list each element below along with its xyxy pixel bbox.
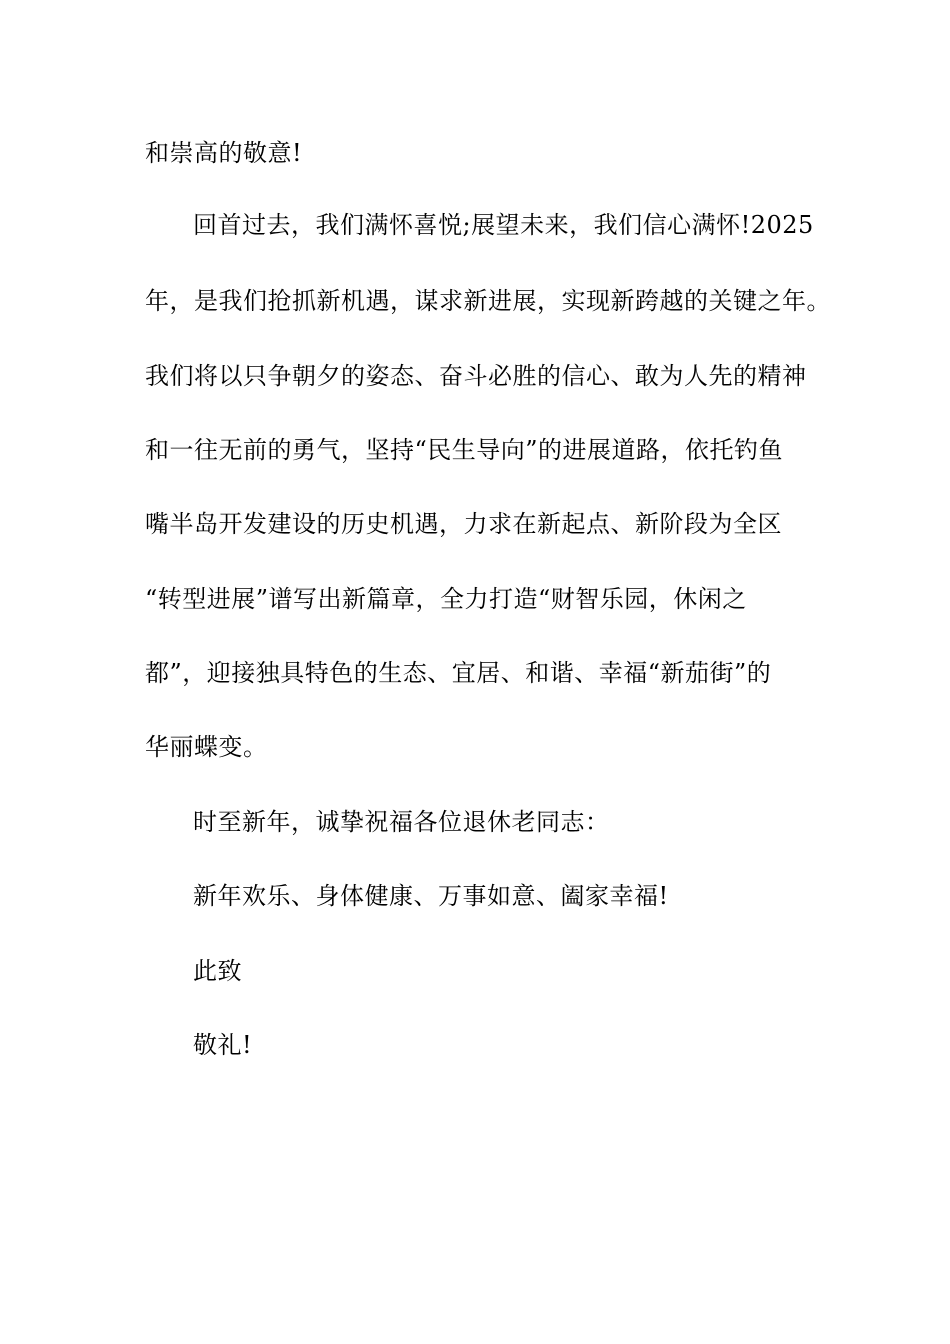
text-line-6: 嘴半岛开发建设的历史机遇，力求在新起点、新阶段为全区: [145, 510, 782, 538]
text-line-7: “转型进展”谱写出新篇章，全力打造“财智乐园，休闲之: [145, 585, 747, 613]
text-line-4: 我们将以只争朝夕的姿态、奋斗必胜的信心、敢为人先的精神: [145, 362, 807, 390]
closing-line-2: 敬礼!: [193, 1031, 253, 1059]
text-line-2: 回首过去，我们满怀喜悦;展望未来，我们信心满怀!2025: [193, 211, 814, 239]
text-line-8: 都”，迎接独具特色的生态、宜居、和谐、幸福“新茄街”的: [145, 659, 772, 687]
text-line-3: 年，是我们抢抓新机遇，谋求新进展，实现新跨越的关键之年。: [145, 287, 831, 315]
text-line-9: 华丽蝶变。: [145, 733, 268, 761]
closing-line-1: 此致: [193, 957, 242, 985]
greeting-line: 时至新年，诚挚祝福各位退休老同志：: [193, 808, 610, 836]
text-line-5: 和一往无前的勇气，坚持“民生导向”的进展道路，依托钓鱼: [145, 436, 784, 464]
text-line-1: 和崇高的敬意!: [145, 139, 303, 167]
wishes-line: 新年欢乐、身体健康、万事如意、阖家幸福!: [193, 882, 669, 910]
